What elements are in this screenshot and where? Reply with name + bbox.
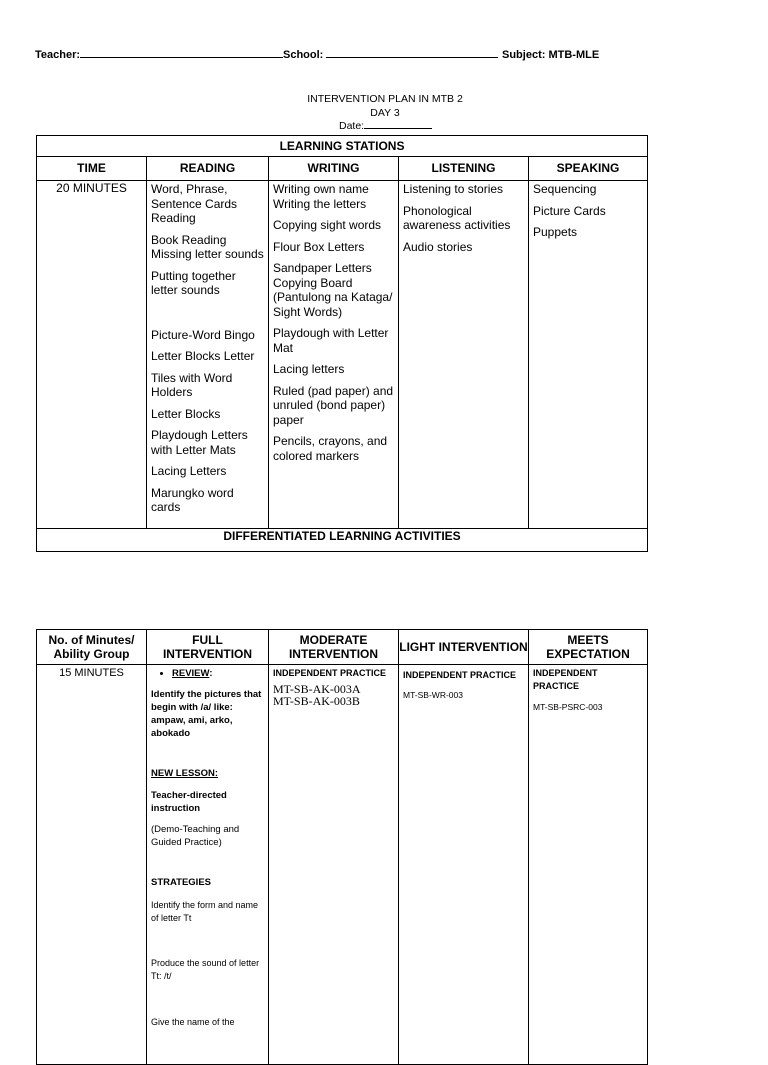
demo-teaching-text: (Demo-Teaching and Guided Practice) [151,824,240,848]
col-header-full: FULL INTERVENTION [147,630,269,665]
review-item [172,667,264,680]
light-intervention-cell [399,665,529,1065]
school-blank-line[interactable] [326,57,498,58]
writing-item: Writing own name Writing the letters [273,182,369,211]
date-blank-line[interactable] [364,128,432,129]
reading-item: Book Reading Missing letter sounds [151,232,264,261]
reading-item: Letter Blocks [151,406,221,421]
writing-item: Ruled (pad paper) and unruled (bond paper) paper [273,383,394,427]
speaking-item: Sequencing [533,182,597,196]
material-code: MT-SB-WR-003 [403,690,463,700]
col-header-light: LIGHT INTERVENTION [399,630,529,665]
teacher-label: Teacher: [35,49,81,61]
learning-stations-banner: LEARNING STATIONS [37,136,648,157]
plan-day: DAY 3 [370,107,400,119]
learning-stations-table [36,135,648,552]
speaking-cell [529,181,648,529]
writing-item: Playdough with Letter Mat [273,326,389,355]
col-header-time: TIME [37,157,147,181]
writing-cell [269,181,399,529]
differentiated-activities-table [36,629,648,1065]
subject-label: Subject: MTB-MLE [502,49,600,61]
reading-item: Tiles with Word Holders [151,370,233,399]
col-header-meets: MEETS EXPECTATION [529,630,648,665]
meets-expectation-cell [529,665,648,1065]
reading-item: Lacing Letters [151,464,227,478]
strategy-step: Identify the form and name of letter Tt [151,900,259,923]
col-header-speaking: SPEAKING [529,157,648,181]
col-header-minutes: No. of Minutes/ Ability Group [37,630,147,665]
differentiated-activities-banner: DIFFERENTIATED LEARNING ACTIVITIES [37,529,648,552]
writing-item: Lacing letters [273,362,345,376]
school-field[interactable] [283,49,498,61]
writing-item: Pencils, crayons, and colored markers [273,434,388,463]
moderate-intervention-cell [269,665,399,1065]
writing-item: Copying sight words [273,218,382,232]
date-label: Date: [339,120,365,132]
reading-item: Putting together letter sounds [151,268,236,297]
teacher-field[interactable] [35,49,283,61]
listening-item: Listening to stories [403,182,504,196]
material-code: MT-SB-PSRC-003 [533,702,603,712]
col-header-writing: WRITING [269,157,399,181]
listening-item: Audio stories [403,239,473,254]
new-lesson-heading: NEW LESSON: [151,768,219,779]
listening-cell [399,181,529,529]
strategies-heading: STRATEGIES [151,877,211,888]
reading-item: Playdough Letters with Letter Mats [151,428,248,457]
writing-item: Sandpaper Letters Copying Board (Pantulong na Kataga/ Sight Words) [273,261,393,319]
teacher-directed-text: Teacher-directed instruction [151,790,227,814]
material-code: MT-SB-AK-003A [273,682,361,696]
review-list [151,667,264,680]
speaking-item: Picture Cards [533,203,606,218]
independent-practice-label: INDEPENDENT PRACTICE [403,670,517,680]
minutes-cell: 15 MINUTES [37,665,147,1065]
plan-title: INTERVENTION PLAN IN MTB 2 [307,93,463,105]
listening-item: Phonological awareness activities [403,203,511,232]
reading-item: Word, Phrase, Sentence Cards Reading [151,182,238,225]
school-label: School: [283,49,324,61]
date-field[interactable] [339,120,432,132]
material-code: MT-SB-AK-003B [273,694,360,708]
col-header-moderate: MODERATE INTERVENTION [269,630,399,665]
teacher-blank-line[interactable] [80,57,283,58]
writing-item: Flour Box Letters [273,239,365,254]
review-label: REVIEW [172,668,210,679]
review-text: Identify the pictures that begin with /a/ like: ampaw, ami, arko, abokado [151,689,262,739]
independent-practice-label: INDEPENDENT PRACTICE [273,668,387,678]
independent-practice-label: INDEPENDENT PRACTICE [533,668,598,691]
reading-item: Letter Blocks Letter [151,349,255,363]
strategy-step: Give the name of the [151,1017,235,1027]
time-cell: 20 MINUTES [37,181,147,529]
review-colon: : [209,668,213,679]
col-header-listening: LISTENING [399,157,529,181]
full-intervention-cell [147,665,269,1065]
speaking-item: Puppets [533,225,578,239]
reading-cell [147,181,269,529]
col-header-reading: READING [147,157,269,181]
strategy-step: Produce the sound of letter Tt: /t/ [151,958,260,981]
reading-item: Marungko word cards [151,485,234,514]
reading-item: Picture-Word Bingo [151,327,255,342]
